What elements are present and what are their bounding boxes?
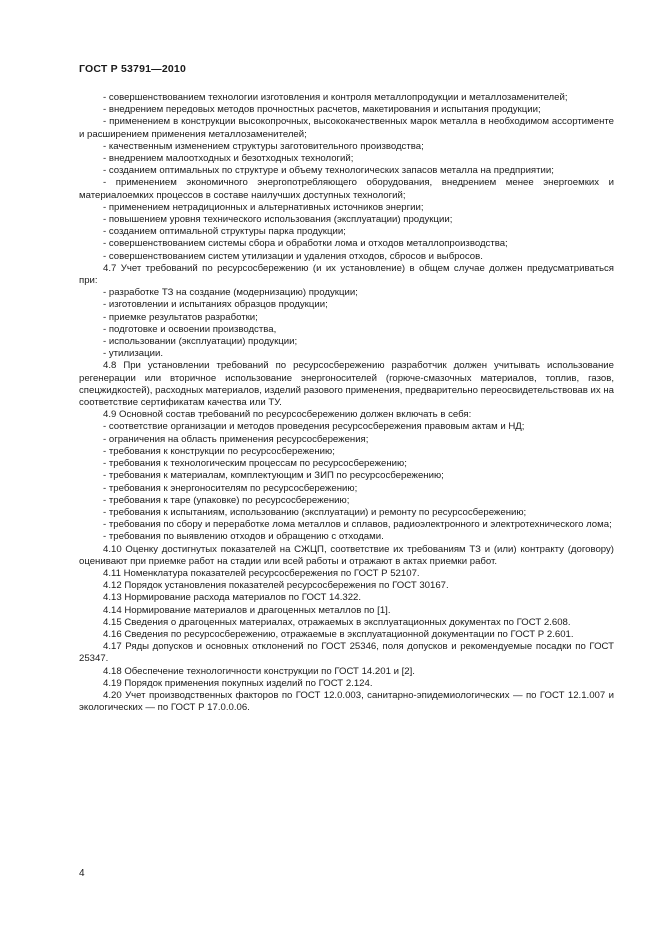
paragraph: - внедрением передовых методов прочностных расчетов, макетирования и испытания продукции;: [103, 104, 541, 116]
paragraph: - повышением уровня технического использования (эксплуатации) продукции;: [103, 214, 453, 226]
paragraph: - подготовке и освоении производства,: [103, 323, 277, 335]
paragraph: - требования к материалам, комплектующим и ЗИП по ресурсосбережению;: [103, 470, 444, 482]
paragraph: - соответствие организации и методов проведения ресурсосбережения правовым актам и НД;: [103, 421, 525, 433]
paragraph: 4.8 При установлении требований по ресурсосбережению разработчик должен учитывать использование регенерации или вторичное использование энергоносителей (горюче-смазочных материалов, топлив, газов, спецжидкостей), расходных материалов, изделий разового применения, предварительно переосвидетельствовав их на соответствие сертификатам качества или ТУ.: [79, 360, 614, 409]
paragraph: - требования по выявлению отходов и обращению с отходами.: [103, 531, 384, 543]
paragraph: - совершенствованием технологии изготовления и контроля металлопродукции и металлозаменителей;: [103, 92, 568, 103]
paragraph: 4.18 Обеспечение технологичности конструкции по ГОСТ 14.201 и [2].: [103, 665, 415, 677]
paragraph: - требования к технологическим процессам по ресурсосбережению;: [103, 458, 407, 470]
paragraph: - созданием оптимальной структуры парка продукции;: [103, 226, 346, 238]
paragraph: - использовании (эксплуатации) продукции;: [103, 336, 298, 348]
paragraph: 4.19 Порядок применения покупных изделий по ГОСТ 2.124.: [103, 677, 373, 689]
paragraph: 4.14 Нормирование материалов и драгоценных металлов по [1].: [103, 604, 391, 616]
page-number: 4: [79, 868, 85, 879]
paragraph: - созданием оптимальных по структуре и объему технологических запасов металла на предприятии;: [103, 165, 554, 177]
paragraph: 4.7 Учет требований по ресурсосбережению (и их установление) в общем случае должен предусматриваться при:: [79, 262, 614, 287]
paragraph: - разработке ТЗ на создание (модернизацию) продукции;: [103, 287, 358, 299]
paragraph: - требования по сбору и переработке лома металлов и сплавов, радиоэлектронного и электротехнического лома;: [103, 519, 612, 531]
paragraph: 4.20 Учет производственных факторов по ГОСТ 12.0.003, санитарно-эпидемиологических — по ГОСТ 12.1.007 и экологических — по ГОСТ Р 17.0.0.06.: [79, 689, 614, 714]
paragraph: - требования к энергоносителям по ресурсосбережению;: [103, 482, 358, 494]
paragraph: - требования к испытаниям, использованию (эксплуатации) и ремонту по ресурсосбережению;: [103, 506, 527, 518]
paragraph: 4.16 Сведения по ресурсосбережению, отражаемые в эксплуатационной документации по ГОСТ Р 2.601.: [103, 628, 574, 640]
paragraph: 4.13 Нормирование расхода материалов по ГОСТ 14.322.: [103, 592, 362, 604]
paragraph: - совершенствованием системы сбора и обработки лома и отходов металлопроизводства;: [103, 238, 508, 250]
document-body: [79, 92, 614, 714]
paragraph: - применением в конструкции высокопрочных, высококачественных марок металла в необходимом ассортименте и расширением применения металлозаменителей;: [79, 116, 614, 140]
paragraph: - ограничения на область применения ресурсосбережения;: [103, 433, 369, 445]
paragraph: - применением экономичного энергопотребляющего оборудования, внедрением менее энергоемких и материалоемких процессов в составе наилучших доступных технологий;: [79, 177, 614, 201]
paragraph: - требования к таре (упаковке) по ресурсосбережению;: [103, 494, 350, 506]
paragraph: - внедрением малоотходных и безотходных технологий;: [103, 153, 354, 165]
paragraph: 4.9 Основной состав требований по ресурсосбережению должен включать в себя:: [103, 409, 472, 421]
paragraph: - изготовлении и испытаниях образцов продукции;: [103, 299, 328, 311]
paragraph: 4.11 Номенклатура показателей ресурсосбережения по ГОСТ Р 52107.: [103, 567, 420, 579]
paragraph: - применением нетрадиционных и альтернативных источников энергии;: [103, 201, 424, 213]
paragraph: - приемке результатов разработки;: [103, 311, 258, 323]
paragraph: - требования к конструкции по ресурсосбережению;: [103, 445, 335, 457]
paragraph: 4.12 Порядок установления показателей ресурсосбережения по ГОСТ 30167.: [103, 580, 449, 592]
document-header: ГОСТ Р 53791—2010: [79, 63, 187, 75]
paragraph: 4.15 Сведения о драгоценных материалах, отражаемых в эксплуатационных документах по ГОСТ 2.608.: [103, 616, 571, 628]
paragraph: - качественным изменением структуры заготовительного производства;: [103, 140, 424, 152]
paragraph: - утилизации.: [103, 348, 163, 360]
paragraph: 4.17 Ряды допусков и основных отклонений по ГОСТ 25346, поля допусков и рекомендуемые посадки по ГОСТ 25347.: [79, 641, 614, 665]
paragraph: - совершенствованием систем утилизации и удаления отходов, сбросов и выбросов.: [103, 250, 483, 262]
paragraph: 4.10 Оценку достигнутых показателей на СЖЦП, соответствие их требованиям ТЗ и (или) контракту (договору) оценивают при приемке работ на стадии или всей работы и отражают в актах приемки работ.: [79, 543, 614, 567]
